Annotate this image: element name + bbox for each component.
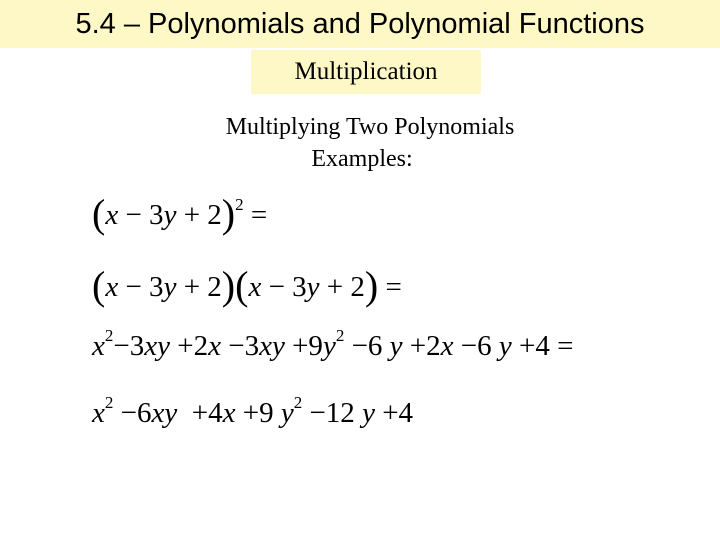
content-heading: Multiplying Two Polynomials <box>225 114 515 140</box>
section-subtitle: Multiplication <box>251 50 481 94</box>
math-expression-3: $x^2-3xy +2x -3xy +9y^2 -6$ y +2x −6 y +4 = <box>92 326 574 362</box>
examples-label: Examples: <box>311 146 413 172</box>
math-expression-1: $(x - 3y + 2)^2$ = <box>92 191 268 236</box>
math-expression-2: (x − 3y + 2)(x − 3y + 2) = <box>92 263 402 308</box>
page-title: 5.4 – Polynomials and Polynomial Functions <box>0 0 720 48</box>
math-expression-4: $x^2 -6xy +4x +9$ $y^2 -12$ y +4 <box>92 393 414 429</box>
